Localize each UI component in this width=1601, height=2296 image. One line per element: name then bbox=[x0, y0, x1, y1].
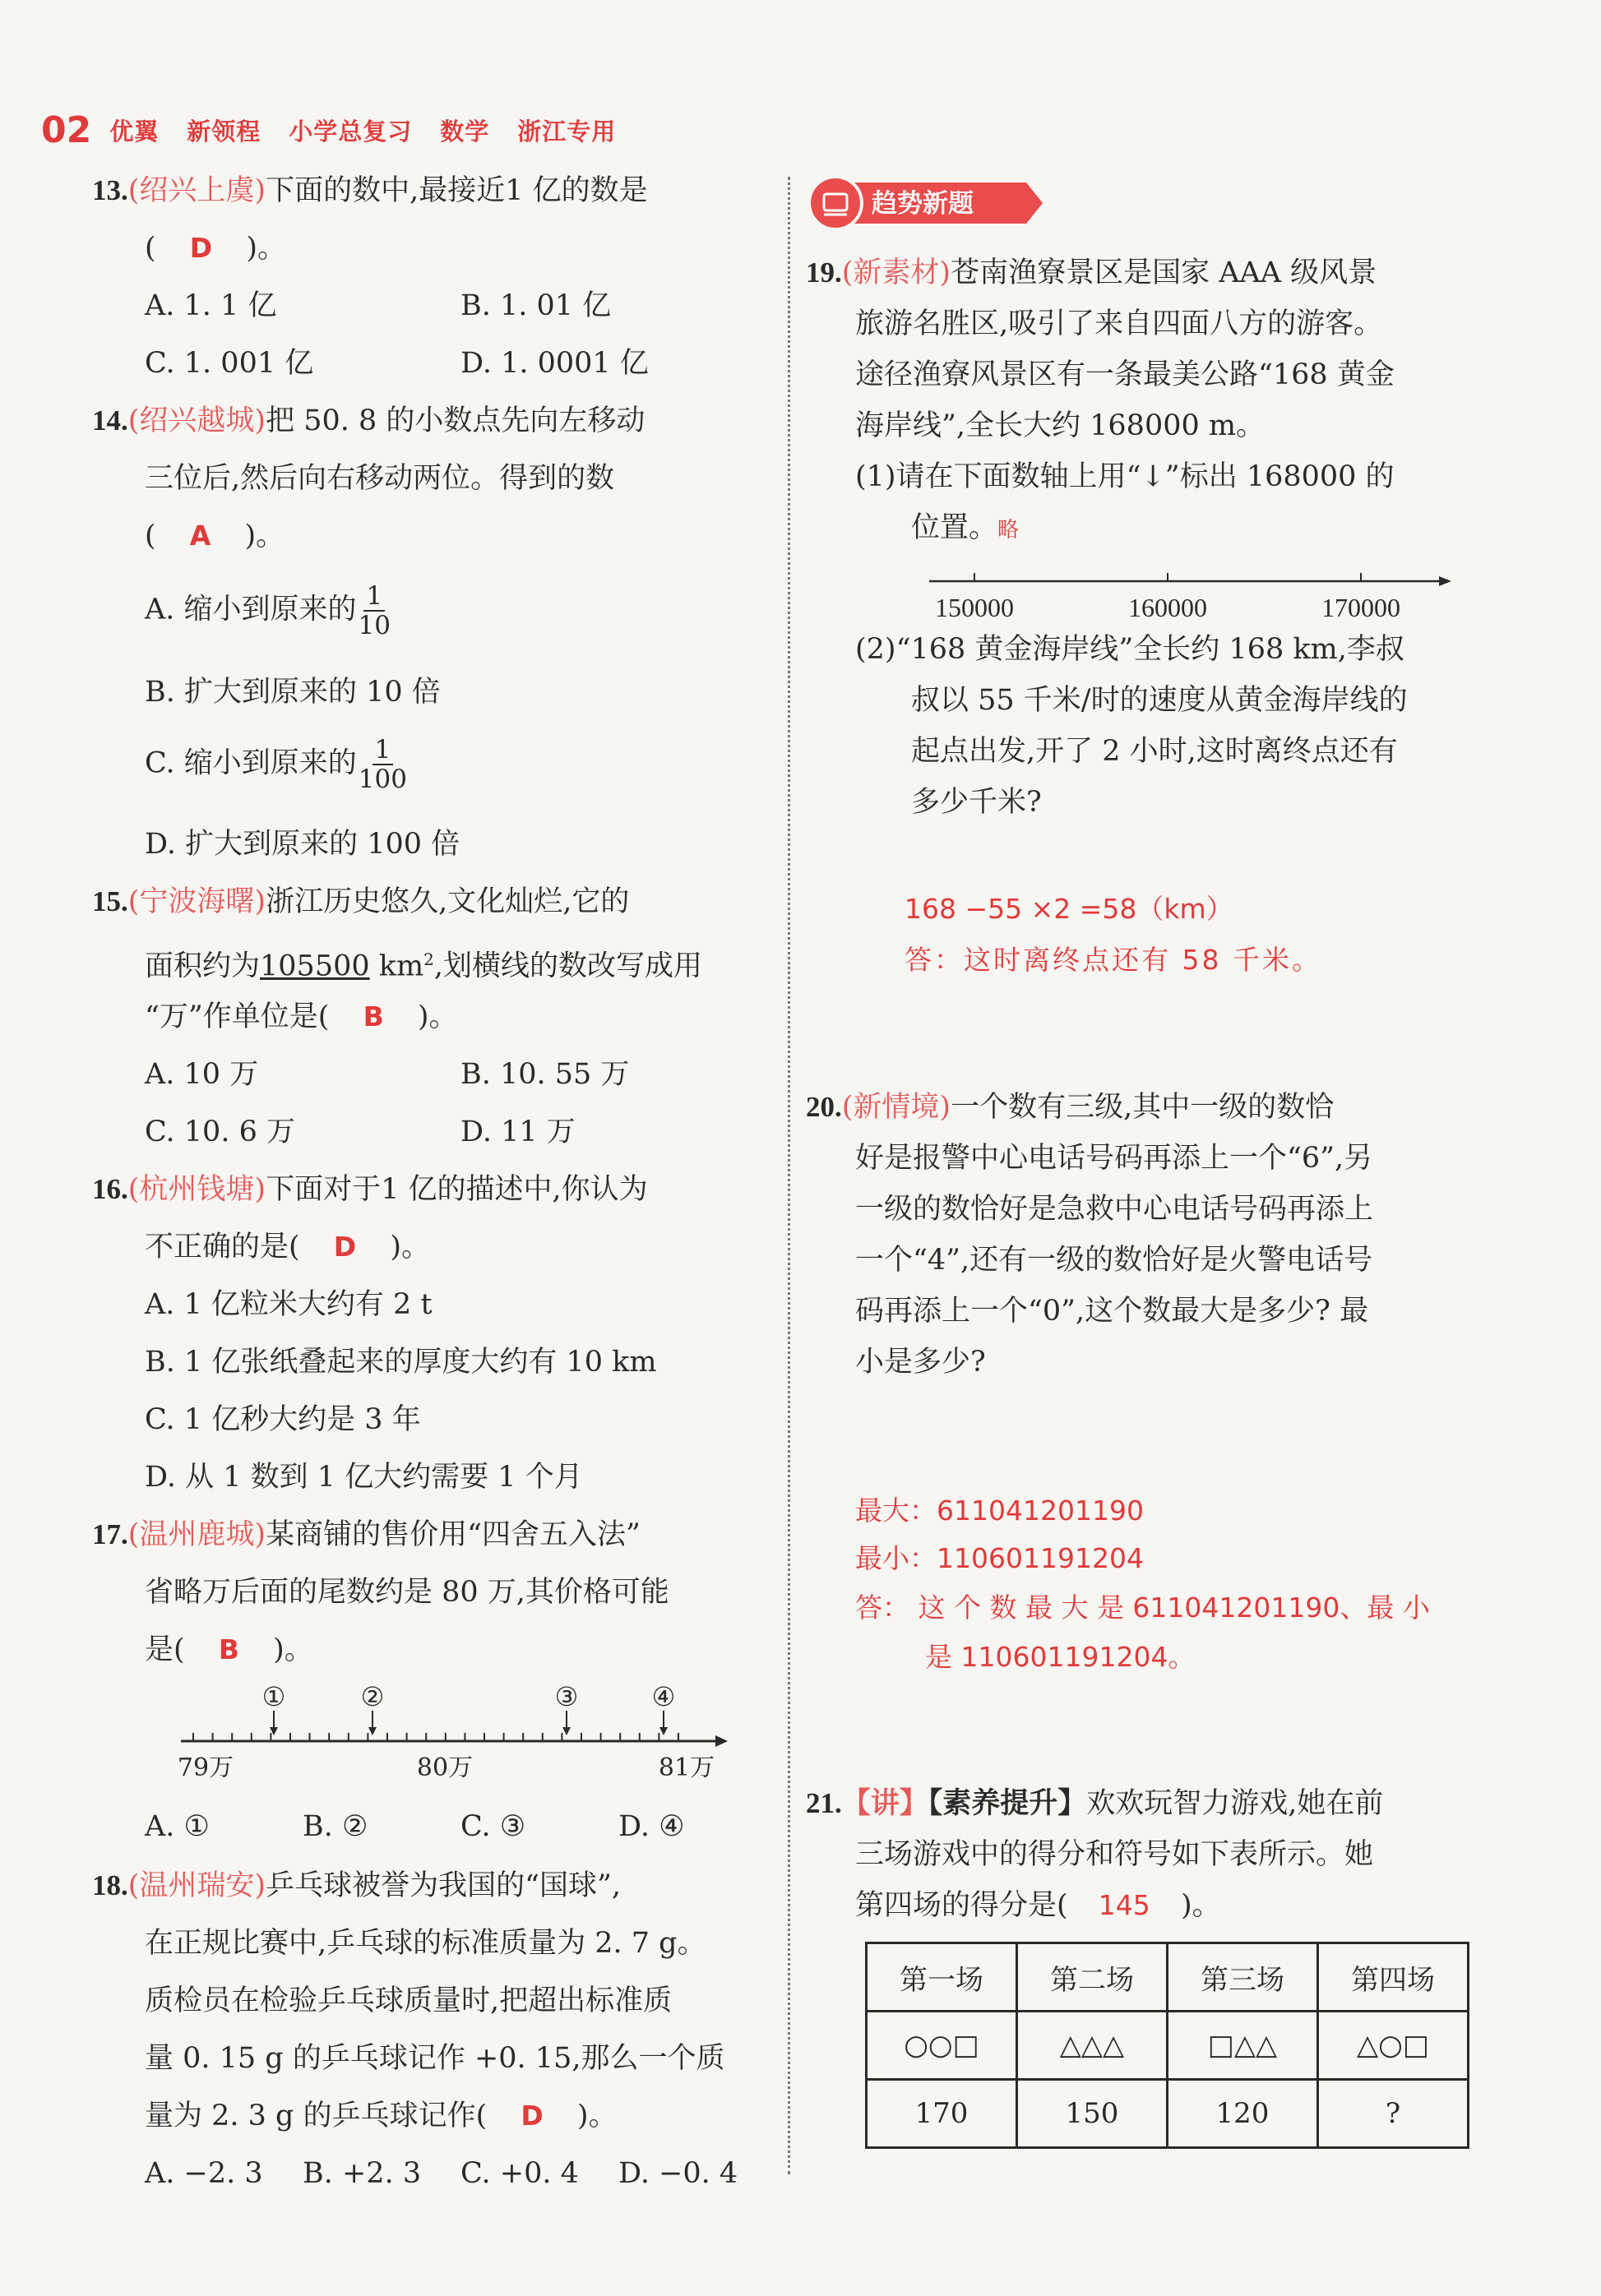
fraction-numerator: 1 bbox=[372, 736, 394, 765]
q20-text4: 一个“4”,还有一级的数恰好是火警电话号 bbox=[855, 1244, 1373, 1277]
header-series: 新领程 bbox=[187, 117, 261, 146]
q18-number: 18. bbox=[92, 1869, 128, 1901]
q15-line2 bbox=[145, 941, 702, 985]
badge-circle bbox=[809, 177, 862, 229]
q13-option-d: D. 1. 0001 亿 bbox=[460, 347, 649, 380]
q17-answer: B bbox=[218, 1633, 239, 1665]
q13-paren-close: )。 bbox=[246, 232, 286, 265]
q13-number: 13. bbox=[92, 174, 128, 206]
marker-2 bbox=[361, 1681, 385, 1735]
q15-option-c: C. 10. 6 万 bbox=[145, 1116, 295, 1148]
q15-text2a: 面积约为 bbox=[145, 949, 261, 983]
axis-label-79: 79万 bbox=[177, 1753, 234, 1782]
q15-text1: 浙江历史悠久,文化灿烂,它的 bbox=[266, 885, 630, 918]
q18-option-c: C. +0. 4 bbox=[460, 2157, 579, 2190]
q20-min-value: 110601191204 bbox=[937, 1542, 1144, 1574]
q16-option-b: B. 1 亿张纸叠起来的厚度大约有 10 km bbox=[145, 1346, 657, 1379]
q21-paren-close: )。 bbox=[1180, 1889, 1221, 1922]
q18-option-a: A. −2. 3 bbox=[145, 2157, 263, 2190]
q17-line1 bbox=[92, 1517, 641, 1553]
q19-work: 168 −55 ×2 =58（km） bbox=[905, 893, 1233, 925]
q18-option-b: B. +2. 3 bbox=[303, 2157, 422, 2190]
q13-line1 bbox=[92, 173, 648, 209]
q14-answer: A bbox=[189, 520, 211, 552]
table-symbols-row bbox=[867, 2012, 1469, 2080]
q19-part1-line2 bbox=[911, 510, 1019, 548]
q15-unit-exponent: 2 bbox=[423, 949, 434, 969]
q21-answer: 145 bbox=[1098, 1889, 1150, 1921]
page-number: 02 bbox=[41, 109, 92, 151]
q19-part2-line4: 多少千米? bbox=[911, 786, 1042, 819]
axis-arrow bbox=[1439, 576, 1451, 586]
marker-3 bbox=[555, 1681, 579, 1735]
q20-max-label: 最大： bbox=[855, 1494, 937, 1527]
q16-option-c: C. 1 亿秒大约是 3 年 bbox=[145, 1403, 421, 1436]
q16-option-d: D. 从 1 数到 1 亿大约需要 1 个月 bbox=[145, 1461, 583, 1494]
q20-text3: 一级的数恰好是急救中心电话号码再添上 bbox=[855, 1193, 1374, 1226]
table-symbol-cell: □△△ bbox=[1168, 2012, 1318, 2080]
q20-number: 20. bbox=[806, 1091, 842, 1123]
q13-answer: D bbox=[189, 232, 213, 264]
q20-min-label: 最小： bbox=[855, 1542, 937, 1574]
q20-text2: 好是报警中心电话号码再添上一个“6”,另 bbox=[855, 1142, 1373, 1175]
q20-text1: 一个数有三级,其中一级的数恰 bbox=[951, 1091, 1335, 1124]
q14-option-a-text: A. 缩小到原来的 bbox=[145, 593, 357, 626]
table-header-cell: 第一场 bbox=[867, 1943, 1017, 2012]
axis-arrow bbox=[715, 1735, 728, 1747]
table-header-cell: 第二场 bbox=[1017, 1943, 1168, 2012]
table-header-row bbox=[867, 1943, 1469, 2012]
header-book: 小学总复习 bbox=[289, 117, 413, 146]
axis-ticks bbox=[974, 573, 1361, 581]
q17-paren-close: )。 bbox=[273, 1633, 313, 1666]
q18-text1: 乒乓球被誉为我国的“国球”, bbox=[266, 1869, 621, 1902]
q16-option-a: A. 1 亿粒米大约有 2 t bbox=[145, 1288, 433, 1321]
q20-answer-line1: 答： 这 个 数 最 大 是 611041201190、最 小 bbox=[855, 1591, 1430, 1624]
q15-answer: B bbox=[363, 1000, 384, 1033]
fraction-numerator: 1 bbox=[363, 582, 385, 612]
q14-option-c bbox=[145, 736, 407, 793]
q17-option-b: B. ② bbox=[303, 1810, 368, 1843]
q18-source-tag: (温州瑞安) bbox=[127, 1869, 266, 1902]
q14-source-tag: (绍兴越城) bbox=[127, 404, 266, 437]
q17-option-a: A. ① bbox=[145, 1810, 210, 1843]
table-header-cell: 第三场 bbox=[1168, 1943, 1318, 2012]
q15-unit: km bbox=[369, 949, 424, 983]
axis-label-170000: 170000 bbox=[1321, 593, 1400, 622]
fraction bbox=[359, 582, 391, 640]
q13-option-b: B. 1. 01 亿 bbox=[460, 289, 612, 322]
q15-line3 bbox=[145, 999, 458, 1035]
table-score-cell: 120 bbox=[1168, 2080, 1318, 2148]
q13-text: 下面的数中,最接近1 亿的数是 bbox=[266, 174, 648, 207]
q21-text1: 欢欢玩智力游戏,她在前 bbox=[1086, 1787, 1384, 1820]
q21-tag-literacy: 【素养提升】 bbox=[928, 1786, 1087, 1820]
q15-paren-close: )。 bbox=[417, 1000, 458, 1033]
q15-number: 15. bbox=[92, 885, 128, 917]
q16-answer: D bbox=[333, 1231, 357, 1263]
marker-2-label: ② bbox=[360, 1681, 385, 1712]
fraction bbox=[359, 736, 407, 793]
q21-text2: 三场游戏中的得分和符号如下表所示。她 bbox=[855, 1838, 1374, 1871]
q21-tag-lecture: 【讲】 bbox=[841, 1786, 928, 1820]
marker-1-label: ① bbox=[261, 1681, 286, 1712]
q21-line1 bbox=[806, 1786, 1383, 1822]
q13-line2 bbox=[145, 230, 286, 266]
badge-label: 趋势新题 bbox=[872, 189, 974, 219]
q14-line1 bbox=[92, 403, 645, 439]
q15-option-b: B. 10. 55 万 bbox=[460, 1058, 630, 1091]
q15-underlined-number: 105500 bbox=[260, 949, 370, 983]
fraction-denominator: 10 bbox=[358, 611, 391, 640]
q19-text4: 海岸线”,全长大约 168000 m。 bbox=[855, 409, 1266, 442]
q18-option-d: D. −0. 4 bbox=[618, 2157, 738, 2190]
q20-line1 bbox=[806, 1089, 1334, 1125]
q14-text1: 把 50. 8 的小数点先向左移动 bbox=[266, 404, 645, 437]
q15-option-a: A. 10 万 bbox=[145, 1058, 259, 1091]
q14-line3 bbox=[145, 518, 285, 554]
q18-line1 bbox=[92, 1868, 621, 1904]
q21-score-table bbox=[865, 1942, 1469, 2149]
q20-min-line bbox=[855, 1537, 1144, 1576]
q19-part2-line1: (2)“168 黄金海岸线”全长约 168 km,李叔 bbox=[855, 633, 1404, 666]
q13-paren-open: ( bbox=[145, 232, 156, 265]
trend-new-questions-badge bbox=[804, 173, 1048, 233]
q19-part1-line1: (1)请在下面数轴上用“↓”标出 168000 的 bbox=[855, 460, 1395, 493]
q14-option-c-text: C. 缩小到原来的 bbox=[145, 746, 357, 780]
q17-source-tag: (温州鹿城) bbox=[127, 1518, 266, 1551]
q17-number: 17. bbox=[92, 1518, 128, 1550]
header-subject: 数学 bbox=[440, 117, 490, 146]
q20-source-tag: (新情境) bbox=[841, 1091, 951, 1124]
q16-paren-close: )。 bbox=[390, 1231, 430, 1263]
marker-4 bbox=[652, 1681, 676, 1735]
q15-text2c: ,划横线的数改写成用 bbox=[433, 949, 703, 983]
q17-text2: 省略万后面的尾数约是 80 万,其价格可能 bbox=[145, 1576, 669, 1609]
q13-option-a: A. 1. 1 亿 bbox=[145, 289, 277, 322]
table-symbol-cell: △△△ bbox=[1017, 2012, 1168, 2080]
q19-part1-text: 位置。 bbox=[911, 511, 998, 544]
q19-text3: 途径渔寮风景区有一条最美公路“168 黄金 bbox=[855, 358, 1395, 391]
q20-max-line bbox=[855, 1490, 1144, 1528]
q18-line5 bbox=[145, 2098, 618, 2134]
q14-option-d: D. 扩大到原来的 100 倍 bbox=[145, 828, 460, 861]
q19-answer-line: 答：这时离终点还有 58 千米。 bbox=[905, 944, 1321, 976]
q16-line2 bbox=[145, 1229, 430, 1265]
q16-source-tag: (杭州钱塘) bbox=[127, 1173, 266, 1206]
axis-label-150000: 150000 bbox=[935, 593, 1014, 622]
header-region: 浙江专用 bbox=[517, 117, 617, 146]
q15-option-d: D. 11 万 bbox=[460, 1116, 576, 1148]
q15-text3: “万”作单位是( bbox=[145, 1000, 330, 1033]
q19-part1-answer: 略 bbox=[997, 518, 1020, 543]
table-score-cell: 170 bbox=[867, 2080, 1017, 2148]
q14-option-a bbox=[145, 582, 391, 640]
q13-option-c: C. 1. 001 亿 bbox=[145, 347, 314, 380]
q15-line1 bbox=[92, 884, 629, 920]
q16-line1 bbox=[92, 1171, 648, 1208]
q18-answer: D bbox=[521, 2100, 544, 2132]
q19-line1 bbox=[806, 255, 1377, 291]
axis-label-81: 81万 bbox=[658, 1753, 715, 1782]
q17-text3: 是( bbox=[145, 1633, 185, 1666]
q14-paren-open: ( bbox=[145, 520, 156, 552]
q19-text1: 苍南渔寮景区是国家 AAA 级风景 bbox=[951, 256, 1377, 289]
table-header-cell: 第四场 bbox=[1318, 1943, 1469, 2012]
table-score-cell: 150 bbox=[1017, 2080, 1168, 2148]
q18-text4: 量 0. 15 g 的乒乓球记作 +0. 15,那么一个质 bbox=[145, 2042, 725, 2075]
q19-text2: 旅游名胜区,吸引了来自四面八方的游客。 bbox=[855, 307, 1383, 340]
q17-text1: 某商铺的售价用“四舍五入法” bbox=[266, 1518, 641, 1551]
header-brand: 优翼 bbox=[109, 117, 160, 146]
table-scores-row bbox=[867, 2080, 1469, 2148]
q20-answer-line2: 是 110601191204。 bbox=[925, 1641, 1196, 1673]
page-header bbox=[41, 105, 644, 155]
q16-text1: 下面对于1 亿的描述中,你认为 bbox=[266, 1173, 648, 1206]
q19-part2-line2: 叔以 55 千米/时的速度从黄金海岸线的 bbox=[911, 684, 1408, 717]
fraction-denominator: 100 bbox=[358, 765, 407, 794]
q17-option-c: C. ③ bbox=[460, 1810, 526, 1843]
q14-text2: 三位后,然后向右移动两位。得到的数 bbox=[145, 462, 615, 495]
q20-text6: 小是多少? bbox=[855, 1346, 986, 1379]
q15-source-tag: (宁波海曙) bbox=[127, 885, 266, 918]
axis-label-80: 80万 bbox=[416, 1753, 474, 1782]
q21-text3: 第四场的得分是( bbox=[855, 1889, 1068, 1922]
q17-line3 bbox=[145, 1632, 313, 1668]
q13-source-tag: (绍兴上虞) bbox=[127, 174, 266, 207]
q17-option-d: D. ④ bbox=[618, 1810, 685, 1843]
q21-number: 21. bbox=[806, 1787, 842, 1819]
q14-number: 14. bbox=[92, 404, 128, 437]
table-symbol-cell: △○□ bbox=[1318, 2012, 1469, 2080]
q18-text3: 质检员在检验乒乓球质量时,把超出标准质 bbox=[145, 1984, 673, 2017]
q14-paren-close: )。 bbox=[244, 520, 285, 552]
q17-number-line bbox=[169, 1681, 744, 1788]
q19-number: 19. bbox=[806, 256, 842, 289]
q19-part2-line3: 起点出发,开了 2 小时,这时离终点还有 bbox=[911, 735, 1398, 768]
table-score-cell: ? bbox=[1318, 2080, 1469, 2148]
q18-text2: 在正规比赛中,乒乓球的标准质量为 2. 7 g。 bbox=[145, 1927, 706, 1960]
q18-paren-close: )。 bbox=[576, 2100, 618, 2132]
q20-text5: 码再添上一个“0”,这个数最大是多少? 最 bbox=[855, 1295, 1369, 1328]
q20-max-value: 611041201190 bbox=[937, 1494, 1144, 1527]
table-symbol-cell: ○○□ bbox=[867, 2012, 1017, 2080]
q21-line3 bbox=[855, 1887, 1221, 1924]
marker-1 bbox=[262, 1681, 286, 1735]
marker-3-label: ③ bbox=[554, 1681, 579, 1712]
column-divider bbox=[788, 177, 790, 2174]
q19-number-line bbox=[921, 561, 1464, 626]
q16-text2: 不正确的是( bbox=[145, 1231, 300, 1263]
q18-text5: 量为 2. 3 g 的乒乓球记作( bbox=[145, 2100, 488, 2132]
marker-4-label: ④ bbox=[651, 1681, 676, 1712]
q14-option-b: B. 扩大到原来的 10 倍 bbox=[145, 676, 441, 709]
q16-number: 16. bbox=[92, 1173, 128, 1205]
axis-label-160000: 160000 bbox=[1128, 593, 1207, 622]
q19-source-tag: (新素材) bbox=[841, 256, 951, 289]
